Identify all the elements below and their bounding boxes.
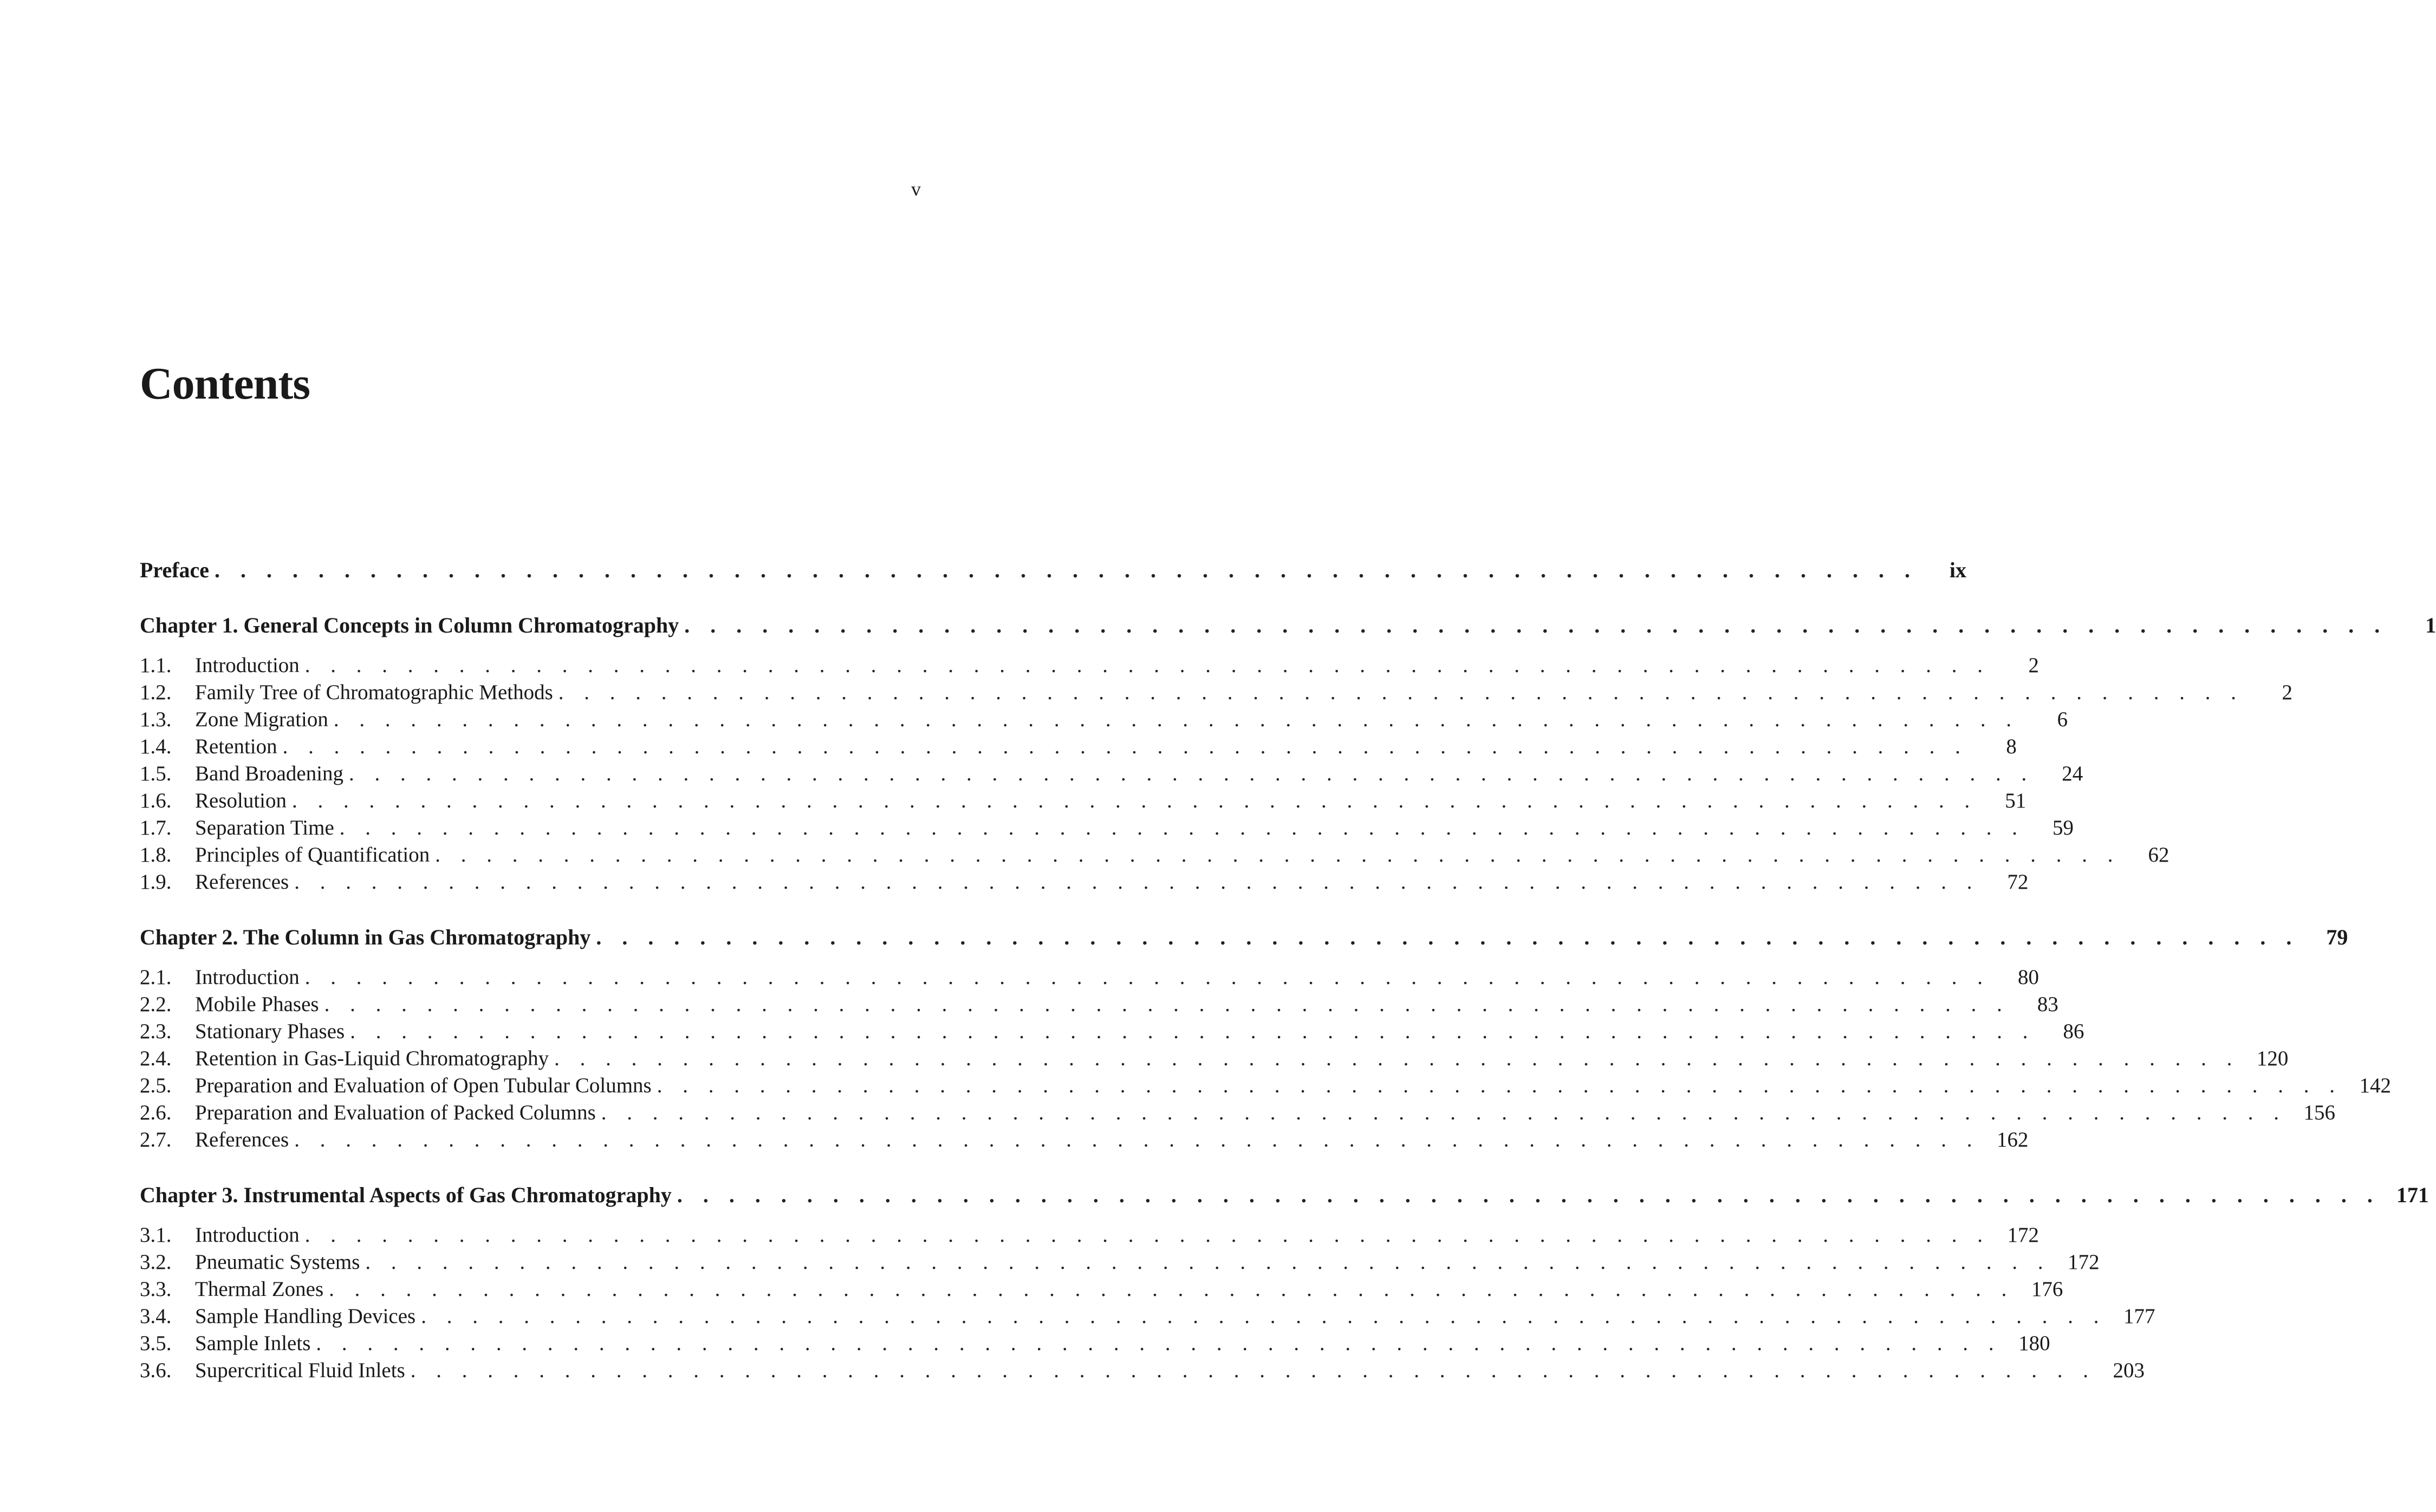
toc-section-page: 86 bbox=[2063, 1020, 2084, 1043]
toc-section-number: 1.8. bbox=[140, 843, 172, 866]
toc-section-title: Pneumatic Systems bbox=[195, 1250, 360, 1274]
toc-section-entry[interactable] bbox=[140, 679, 2293, 706]
dot-leader: . . . . . . . . . . . . . . . . . . . . . . . . . . . . . . . . . . . . . . . . . . . . . . . . . . . . . . . . . . . . . . . . . . bbox=[316, 1332, 2002, 1355]
toc-section-entry[interactable] bbox=[140, 1072, 2391, 1099]
dot-leader: . . . . . . . . . . . . . . . . . . . . . . . . . . . . . . . . . . . . . . . . . . . . . . . . . . . . . . . . . . . . . . . . . . bbox=[304, 654, 1991, 677]
toc-section-number: 2.4. bbox=[140, 1047, 172, 1070]
toc-section-title: Band Broadening bbox=[195, 762, 344, 785]
toc-section-page: 51 bbox=[2005, 789, 2026, 812]
toc-section-page: 72 bbox=[2007, 870, 2029, 894]
toc-section-page: 80 bbox=[2018, 966, 2039, 989]
toc-section-title: Mobile Phases bbox=[195, 993, 319, 1016]
toc-section-page: 176 bbox=[2031, 1278, 2063, 1301]
toc-section-entry[interactable] bbox=[140, 991, 2058, 1018]
toc-section-title: References bbox=[195, 870, 289, 894]
toc-entry-title: Preface bbox=[140, 558, 210, 582]
toc-section-number: 2.7. bbox=[140, 1128, 172, 1151]
toc-chapter-page: 1 bbox=[2425, 613, 2436, 637]
toc-section-page: 172 bbox=[2068, 1250, 2100, 1274]
dot-leader: . . . . . . . . . . . . . . . . . . . . . . . . . . . . . . . . . . . . . . . . . . . . . . . . . . . . . . . . . . . . . . . . . . bbox=[350, 1020, 2036, 1043]
toc-section-page: 59 bbox=[2052, 816, 2074, 839]
dot-leader: . . . . . . . . . . . . . . . . . . . . . . . . . . . . . . . . . . . . . . . . . . . . . . . . . . . . . . . . . . . . . . . . . . bbox=[677, 1183, 2380, 1207]
toc-chapter-title: Chapter 2. The Column in Gas Chromatography bbox=[140, 925, 591, 949]
toc-section-title: Introduction bbox=[195, 966, 300, 989]
dot-leader: . . . . . . . . . . . . . . . . . . . . . . . . . . . . . . . . . . . . . . . . . . . . . . . . . . . . . . . . . . . . . . . . . . bbox=[435, 843, 2121, 866]
toc-section-number: 1.7. bbox=[140, 816, 172, 839]
toc-section-number: 1.9. bbox=[140, 870, 172, 894]
toc-section-entry[interactable] bbox=[140, 1303, 2155, 1330]
toc-chapter-heading[interactable] bbox=[140, 924, 2348, 951]
dot-leader: . . . . . . . . . . . . . . . . . . . . . . . . . . . . . . . . . . . . . . . . . . . . . . . . . . . . . . . . . . . . . . . . . . bbox=[292, 789, 1978, 812]
toc-section-title: Principles of Quantification bbox=[195, 843, 430, 866]
toc-section-page: 203 bbox=[2113, 1359, 2145, 1382]
toc-section-entry[interactable] bbox=[140, 1276, 2063, 1303]
toc-section-entry[interactable] bbox=[140, 733, 2017, 760]
toc-chapter-heading[interactable] bbox=[140, 1182, 2429, 1209]
toc-section-page: 162 bbox=[1996, 1128, 2029, 1151]
toc-section-number: 1.5. bbox=[140, 762, 172, 785]
toc-section-page: 8 bbox=[2006, 735, 2017, 758]
toc-section-title: References bbox=[195, 1128, 289, 1151]
dot-leader: . . . . . . . . . . . . . . . . . . . . . . . . . . . . . . . . . . . . . . . . . . . . . . . . . . . . . . . . . . . . . . . . . . bbox=[558, 681, 2244, 704]
dot-leader: . . . . . . . . . . . . . . . . . . . . . . . . . . . . . . . . . . . . . . . . . . . . . . . . . . . . . . . . . . . . . . . . . . bbox=[304, 966, 1991, 989]
dot-leader: . . . . . . . . . . . . . . . . . . . . . . . . . . . . . . . . . . . . . . . . . . . . . . . . . . . . . . . . . . . . . . . . . . bbox=[333, 708, 2019, 731]
toc-section-number: 1.3. bbox=[140, 708, 172, 731]
toc-section-number: 1.6. bbox=[140, 789, 172, 812]
toc-section-page: 83 bbox=[2037, 993, 2058, 1016]
toc-section-entry[interactable] bbox=[140, 652, 2039, 679]
dot-leader: . . . . . . . . . . . . . . . . . . . . . . . . . . . . . . . . . . . . . . . . . . . . . . . . . . . . . . . . . . . . . . . . . . bbox=[294, 870, 1980, 894]
toc-section-entry[interactable] bbox=[140, 706, 2068, 733]
toc-section-title: Resolution bbox=[195, 789, 287, 812]
dot-leader: . . . . . . . . . . . . . . . . . . . . . . . . . . . . . . . . . . . . . . . . . . . . . . . . . . . . . . . . . . . . . . . . . . bbox=[410, 1359, 2096, 1382]
toc-section-page: 156 bbox=[2303, 1101, 2335, 1124]
toc-section-title: Separation Time bbox=[195, 816, 334, 839]
toc-section-number: 3.4. bbox=[140, 1305, 172, 1328]
toc-section-number: 3.5. bbox=[140, 1332, 172, 1355]
toc-section-entry[interactable] bbox=[140, 814, 2074, 842]
page-title: Contents bbox=[140, 359, 310, 409]
toc-chapter-heading[interactable] bbox=[140, 612, 2436, 639]
toc-section-page: 142 bbox=[2359, 1074, 2391, 1097]
toc-section-number: 3.2. bbox=[140, 1250, 172, 1274]
toc-section-page: 6 bbox=[2057, 708, 2068, 731]
toc-section-entry[interactable] bbox=[140, 1126, 2029, 1153]
toc-section-number: 1.4. bbox=[140, 735, 172, 758]
toc-section-number: 2.6. bbox=[140, 1101, 172, 1124]
dot-leader: . . . . . . . . . . . . . . . . . . . . . . . . . . . . . . . . . . . . . . . . . . . . . . . . . . . . . . . . . . . . . . . . . . bbox=[421, 1305, 2107, 1328]
toc-chapter-page: 171 bbox=[2396, 1183, 2429, 1207]
toc-chapter-title: Chapter 1. General Concepts in Column Chromatography bbox=[140, 613, 679, 637]
dot-leader: . . . . . . . . . . . . . . . . . . . . . . . . . . . . . . . . . . . . . . . . . . . . . . . . . . . . . . . . . . . . . . . . . . bbox=[304, 1223, 1991, 1247]
dot-leader: . . . . . . . . . . . . . . . . . . . . . . . . . . . . . . . . . . . . . . . . . . . . . . . . . . . . . . . . . . . . . . . . . . bbox=[596, 925, 2299, 949]
dot-leader: . . . . . . . . . . . . . . . . . . . . . . . . . . . . . . . . . . . . . . . . . . . . . . . . . . . . . . . . . . . . . . . . . . bbox=[657, 1074, 2342, 1097]
toc-section-title: Stationary Phases bbox=[195, 1020, 345, 1043]
toc-section-title: Retention bbox=[195, 735, 277, 758]
toc-section-entry[interactable] bbox=[140, 1099, 2335, 1126]
toc-section-page: 24 bbox=[2062, 762, 2083, 785]
toc-entry-preface[interactable] bbox=[140, 557, 1967, 584]
toc-section-title: Introduction bbox=[195, 654, 300, 677]
toc-section-entry[interactable] bbox=[140, 760, 2083, 787]
dot-leader: . . . . . . . . . . . . . . . . . . . . . . . . . . . . . . . . . . . . . . . . . . . . . . . . . . . . . . . . . . . . . . . . . . bbox=[215, 558, 1918, 582]
toc-section-number: 2.5. bbox=[140, 1074, 172, 1097]
chapter-list bbox=[140, 612, 2436, 1384]
dot-leader: . . . . . . . . . . . . . . . . . . . . . . . . . . . . . . . . . . . . . . . . . . . . . . . . . . . . . . . . . . . . . . . . . . bbox=[339, 816, 2025, 839]
toc-section-number: 1.1. bbox=[140, 654, 172, 677]
toc-section-title: Sample Handling Devices bbox=[195, 1305, 416, 1328]
toc-section-number: 1.2. bbox=[140, 681, 172, 704]
table-of-contents bbox=[140, 557, 2436, 1384]
toc-section-number: 3.6. bbox=[140, 1359, 172, 1382]
toc-section-title: Preparation and Evaluation of Packed Columns bbox=[195, 1101, 596, 1124]
toc-section-page: 177 bbox=[2123, 1305, 2155, 1328]
toc-section-page: 62 bbox=[2148, 843, 2169, 866]
toc-section-entry[interactable] bbox=[140, 787, 2026, 814]
toc-section-entry[interactable] bbox=[140, 842, 2169, 869]
toc-section-title: Preparation and Evaluation of Open Tubular Columns bbox=[195, 1074, 652, 1097]
toc-chapter-page: 79 bbox=[2326, 925, 2348, 949]
dot-leader: . . . . . . . . . . . . . . . . . . . . . . . . . . . . . . . . . . . . . . . . . . . . . . . . . . . . . . . . . . . . . . . . . . bbox=[329, 1278, 2015, 1301]
toc-section-title: Supercritical Fluid Inlets bbox=[195, 1359, 405, 1382]
toc-section-entry[interactable] bbox=[140, 1357, 2145, 1384]
toc-section-entry[interactable] bbox=[140, 1249, 2100, 1276]
dot-leader: . . . . . . . . . . . . . . . . . . . . . . . . . . . . . . . . . . . . . . . . . . . . . . . . . . . . . . . . . . . . . . . . . . bbox=[601, 1101, 2286, 1124]
toc-section-title: Sample Inlets bbox=[195, 1332, 311, 1355]
toc-section-number: 3.1. bbox=[140, 1223, 172, 1247]
toc-section-title: Family Tree of Chromatographic Methods bbox=[195, 681, 553, 704]
toc-section-entry[interactable] bbox=[140, 1045, 2289, 1072]
dot-leader: . . . . . . . . . . . . . . . . . . . . . . . . . . . . . . . . . . . . . . . . . . . . . . . . . . . . . . . . . . . . . . . . . . bbox=[324, 993, 2010, 1016]
dot-leader: . . . . . . . . . . . . . . . . . . . . . . . . . . . . . . . . . . . . . . . . . . . . . . . . . . . . . . . . . . . . . . . . . . bbox=[684, 613, 2388, 637]
toc-section-entry[interactable] bbox=[140, 964, 2039, 991]
toc-section-entry[interactable] bbox=[140, 1018, 2084, 1045]
toc-section-page: 172 bbox=[2007, 1223, 2039, 1247]
toc-section-number: 3.3. bbox=[140, 1278, 172, 1301]
page-number: v bbox=[911, 178, 921, 200]
toc-section-title: Retention in Gas-Liquid Chromatography bbox=[195, 1047, 549, 1070]
dot-leader: . . . . . . . . . . . . . . . . . . . . . . . . . . . . . . . . . . . . . . . . . . . . . . . . . . . . . . . . . . . . . . . . . . bbox=[554, 1047, 2240, 1070]
toc-section-entry[interactable] bbox=[140, 869, 2029, 896]
dot-leader: . . . . . . . . . . . . . . . . . . . . . . . . . . . . . . . . . . . . . . . . . . . . . . . . . . . . . . . . . . . . . . . . . . bbox=[349, 762, 2035, 785]
dot-leader: . . . . . . . . . . . . . . . . . . . . . . . . . . . . . . . . . . . . . . . . . . . . . . . . . . . . . . . . . . . . . . . . . . bbox=[294, 1128, 1980, 1151]
toc-section-entry[interactable] bbox=[140, 1330, 2050, 1357]
toc-section-number: 2.1. bbox=[140, 966, 172, 989]
toc-section-title: Zone Migration bbox=[195, 708, 328, 731]
toc-section-entry[interactable] bbox=[140, 1222, 2039, 1249]
toc-section-page: 120 bbox=[2256, 1047, 2289, 1070]
toc-chapter-title: Chapter 3. Instrumental Aspects of Gas Chromatography bbox=[140, 1183, 672, 1207]
toc-section-number: 2.2. bbox=[140, 993, 172, 1016]
toc-section-page: 180 bbox=[2018, 1332, 2050, 1355]
toc-section-page: 2 bbox=[2282, 681, 2293, 704]
toc-section-page: 2 bbox=[2028, 654, 2039, 677]
dot-leader: . . . . . . . . . . . . . . . . . . . . . . . . . . . . . . . . . . . . . . . . . . . . . . . . . . . . . . . . . . . . . . . . . . bbox=[282, 735, 1968, 758]
dot-leader: . . . . . . . . . . . . . . . . . . . . . . . . . . . . . . . . . . . . . . . . . . . . . . . . . . . . . . . . . . . . . . . . . . bbox=[365, 1250, 2051, 1274]
toc-section-title: Thermal Zones bbox=[195, 1278, 324, 1301]
toc-section-number: 2.3. bbox=[140, 1020, 172, 1043]
toc-entry-page: ix bbox=[1949, 558, 1967, 582]
toc-section-title: Introduction bbox=[195, 1223, 300, 1247]
